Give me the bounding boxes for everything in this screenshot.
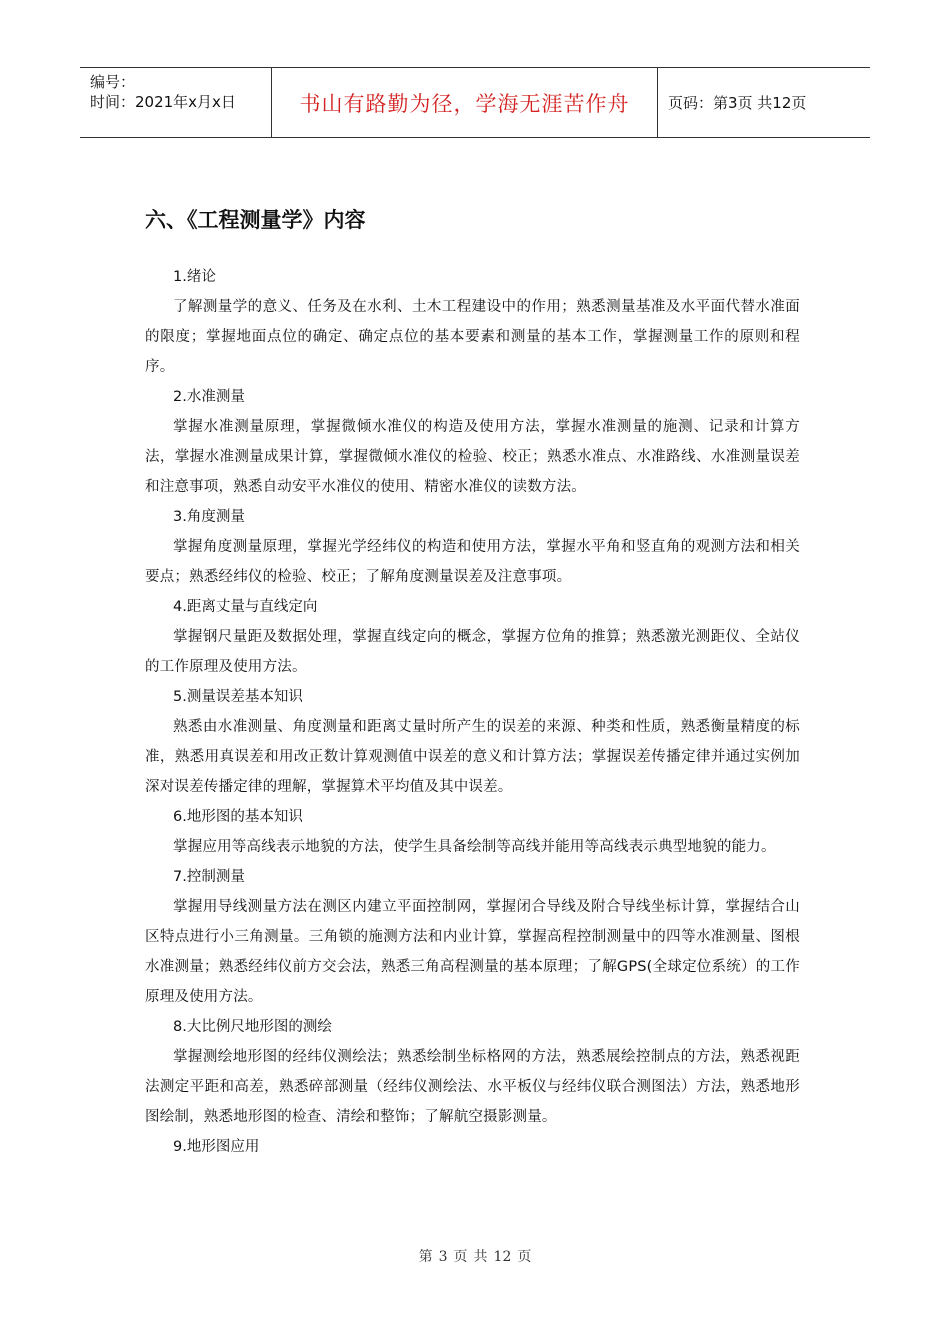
section-title: 4.距离丈量与直线定向 (173, 599, 318, 615)
header-meta (80, 68, 272, 137)
section-heading: 六、《工程测量学》内容 (145, 207, 366, 232)
section-3 (145, 502, 800, 592)
page-footer (0, 1246, 950, 1266)
footer-text: 共 (473, 1249, 488, 1265)
footer-text: 第 (418, 1249, 433, 1265)
header-page-info: 页码：第3页 共12页 (668, 94, 807, 112)
section-4 (145, 592, 800, 682)
section-title: 3.角度测量 (173, 509, 245, 525)
page-header (80, 67, 870, 138)
section-6 (145, 802, 800, 862)
document-body (145, 200, 800, 1162)
section-title: 5.测量误差基本知识 (173, 689, 303, 705)
section-paragraph: 掌握应用等高线表示地貌的方法，使学生具备绘制等高线并能用等高线表示典型地貌的能力。 (173, 839, 776, 855)
section-paragraph: 掌握水准测量原理，掌握微倾水准仪的构造及使用方法，掌握水准测量的施测、记录和计算方法，掌握水准测量成果计算，掌握微倾水准仪的检验、校正；熟悉水准点、水准路线、水准测量误差和注意事项，熟悉自动安平水准仪的使用、精密水准仪的读数方法。 (145, 419, 800, 495)
section-paragraph: 掌握用导线测量方法在测区内建立平面控制网，掌握闭合导线及附合导线坐标计算，掌握结合山区特点进行小三角测量。三角锁的施测方法和内业计算，掌握高程控制测量中的四等水准测量、图根水准测量；熟悉经纬仪前方交会法，熟悉三角高程测量的基本原理；了解GPS(全球定位系统）的工作原理及使用方法。 (145, 899, 800, 1005)
section-paragraph: 掌握角度测量原理，掌握光学经纬仪的构造和使用方法，掌握水平角和竖直角的观测方法和相关要点；熟悉经纬仪的检验、校正；了解角度测量误差及注意事项。 (145, 539, 800, 585)
section-title: 1.绪论 (173, 269, 216, 285)
footer-total-pages: 12 (493, 1249, 512, 1265)
section-5 (145, 682, 800, 802)
document-number-label: 编号： (90, 73, 136, 91)
section-title: 7.控制测量 (173, 869, 245, 885)
header-motto: 书山有路勤为径，学海无涯苦作舟 (272, 68, 658, 137)
section-title: 8.大比例尺地形图的测绘 (173, 1019, 332, 1035)
section-title: 9.地形图应用 (173, 1139, 260, 1155)
section-paragraph: 了解测量学的意义、任务及在水利、土木工程建设中的作用；熟悉测量基准及水平面代替水准面的限度；掌握地面点位的确定、确定点位的基本要素和测量的基本工作，掌握测量工作的原则和程序。 (145, 299, 800, 375)
section-9 (145, 1132, 800, 1162)
section-paragraph: 熟悉由水准测量、角度测量和距离丈量时所产生的误差的来源、种类和性质，熟悉衡量精度的标准，熟悉用真误差和用改正数计算观测值中误差的意义和计算方法；掌握误差传播定律并通过实例加深对误差传播定律的理解，掌握算术平均值及其中误差。 (145, 719, 800, 795)
footer-page-number: 3 (438, 1249, 448, 1265)
footer-text: 页 (453, 1249, 468, 1265)
section-paragraph: 掌握钢尺量距及数据处理，掌握直线定向的概念，掌握方位角的推算；熟悉激光测距仪、全站仪的工作原理及使用方法。 (145, 629, 800, 675)
footer-text: 页 (517, 1249, 532, 1265)
section-paragraph: 掌握测绘地形图的经纬仪测绘法；熟悉绘制坐标格网的方法，熟悉展绘控制点的方法，熟悉视距法测定平距和高差，熟悉碎部测量（经纬仪测绘法、水平板仪与经纬仪联合测图法）方法，熟悉地形图绘制，熟悉地形图的检查、清绘和整饰；了解航空摄影测量。 (145, 1049, 800, 1125)
section-title: 2.水准测量 (173, 389, 245, 405)
section-1 (145, 262, 800, 382)
document-time: 时间：2021年x月x日 (90, 93, 236, 111)
section-title: 6.地形图的基本知识 (173, 809, 303, 825)
section-7 (145, 862, 800, 1012)
section-2 (145, 382, 800, 502)
section-8 (145, 1012, 800, 1132)
